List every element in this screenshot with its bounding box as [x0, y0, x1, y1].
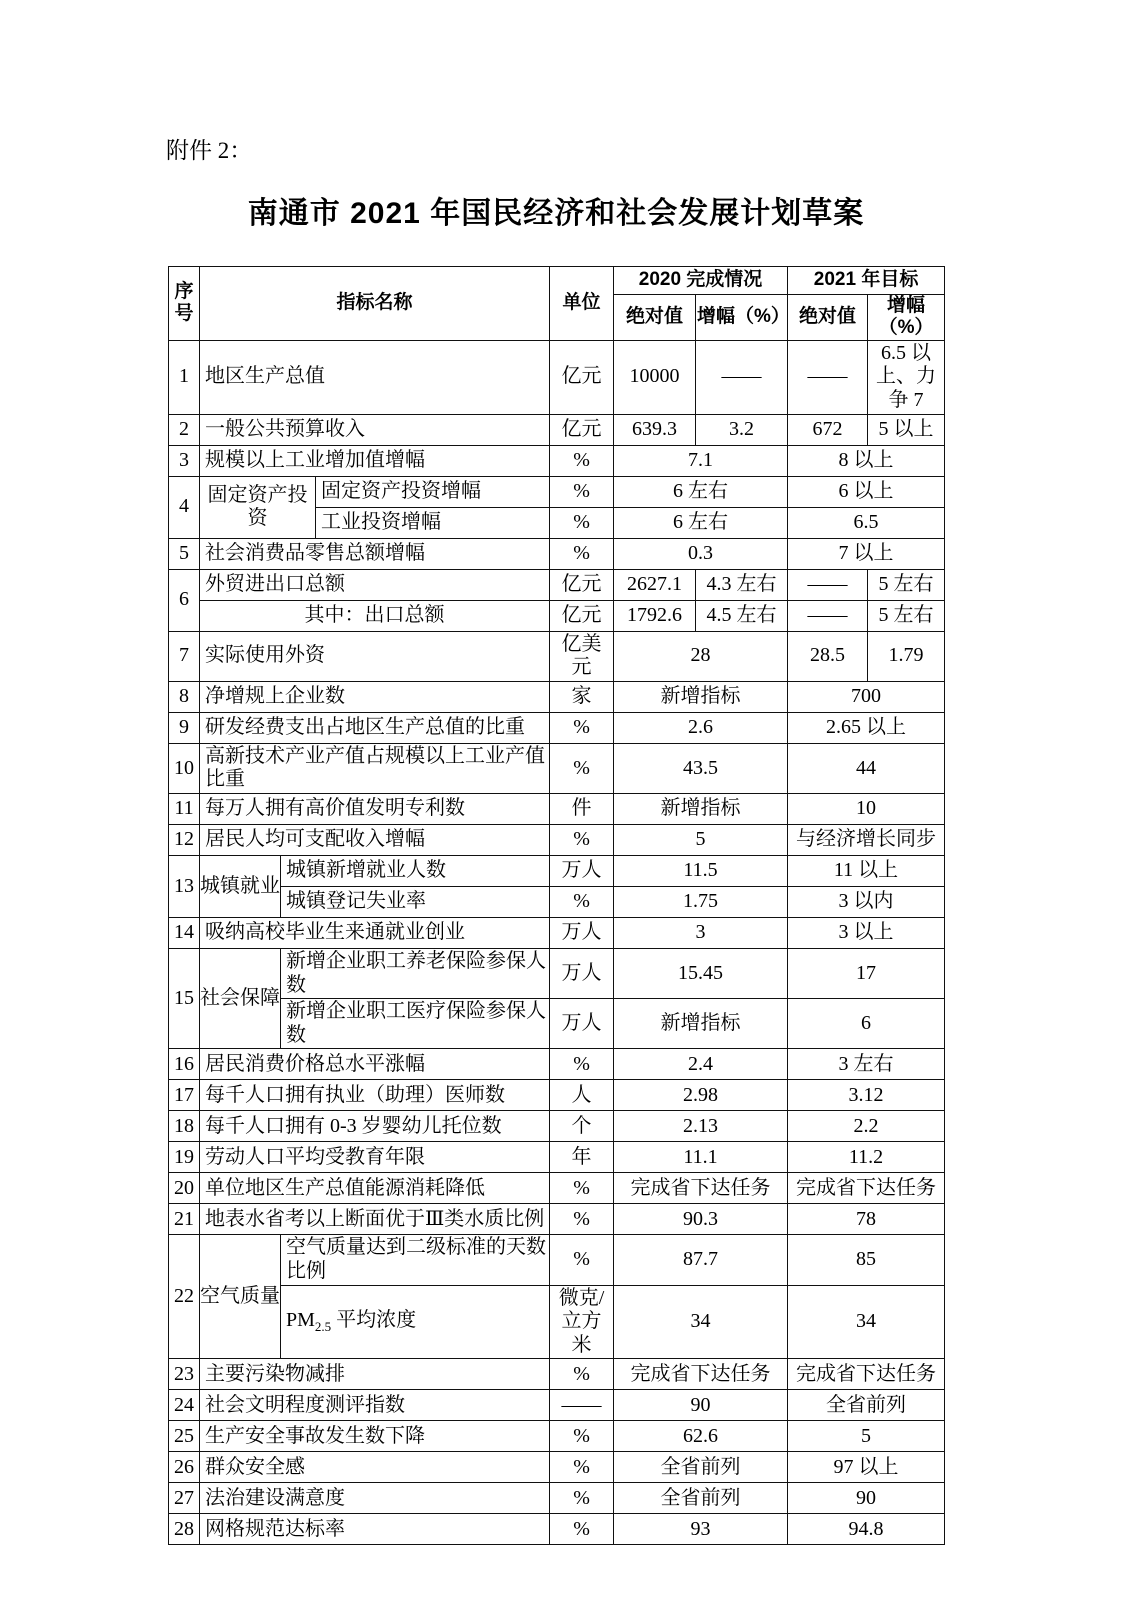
indicator-name: 劳动人口平均受教育年限 — [200, 1142, 550, 1173]
value-2020: 2.6 — [614, 712, 788, 743]
indicator-name: 净增规上企业数 — [200, 681, 550, 712]
table-row — [169, 1049, 945, 1080]
table-row — [169, 340, 945, 414]
indicator-name: 一般公共预算收入 — [200, 414, 550, 445]
table-row — [169, 855, 945, 886]
value-2020: 0.3 — [614, 538, 788, 569]
value-2020: 1.75 — [614, 886, 788, 917]
table-row — [169, 1111, 945, 1142]
table-row — [169, 1390, 945, 1421]
value-2021: 10 — [788, 793, 945, 824]
indicator-name: 地区生产总值 — [200, 340, 550, 414]
header-indicator-name: 指标名称 — [200, 267, 550, 341]
value-2021-growth: 5 以上 — [868, 414, 945, 445]
seq-cell: 1 — [169, 340, 200, 414]
value-2021: 85 — [788, 1235, 945, 1285]
unit-cell: % — [550, 1173, 614, 1204]
seq-cell: 22 — [169, 1235, 200, 1359]
table-row — [169, 569, 945, 600]
value-2021: 44 — [788, 743, 945, 793]
table-row — [169, 600, 945, 631]
unit-cell: 家 — [550, 681, 614, 712]
value-2020-growth: 4.5 左右 — [696, 600, 788, 631]
seq-cell: 9 — [169, 712, 200, 743]
table-row — [169, 1173, 945, 1204]
header-2020-growth: 增幅（%） — [696, 295, 788, 341]
table-row — [169, 476, 945, 507]
unit-cell: % — [550, 743, 614, 793]
seq-cell: 5 — [169, 538, 200, 569]
value-2020-abs: 1792.6 — [614, 600, 696, 631]
value-2020-abs: 10000 — [614, 340, 696, 414]
unit-cell: % — [550, 1452, 614, 1483]
indicator-name: 新增企业职工医疗保险参保人数 — [281, 999, 550, 1049]
table-row — [169, 681, 945, 712]
indicator-name: 每万人拥有高价值发明专利数 — [200, 793, 550, 824]
unit-cell: 亿美元 — [550, 631, 614, 681]
value-2021: 7 以上 — [788, 538, 945, 569]
table-row — [169, 743, 945, 793]
seq-cell: 15 — [169, 948, 200, 1048]
table-row — [169, 712, 945, 743]
indicators-tbody — [169, 340, 945, 1545]
value-2021-abs: —— — [788, 569, 868, 600]
seq-cell: 21 — [169, 1204, 200, 1235]
unit-cell: 万人 — [550, 948, 614, 998]
indicator-name: 实际使用外资 — [200, 631, 550, 681]
pm-prefix: PM — [286, 1309, 315, 1332]
header-2021-growth: 增幅（%） — [868, 295, 945, 341]
header-2020-group: 2020 完成情况 — [614, 267, 788, 295]
value-2021: 11 以上 — [788, 855, 945, 886]
header-row-1 — [169, 267, 945, 295]
seq-cell: 6 — [169, 569, 200, 631]
indicator-name: 生产安全事故发生数下降 — [200, 1421, 550, 1452]
table-row — [169, 793, 945, 824]
seq-cell: 26 — [169, 1452, 200, 1483]
unit-cell: 个 — [550, 1111, 614, 1142]
unit-cell: 万人 — [550, 999, 614, 1049]
unit-cell: % — [550, 824, 614, 855]
value-2020: 90.3 — [614, 1204, 788, 1235]
table-row — [169, 948, 945, 998]
value-2021: 11.2 — [788, 1142, 945, 1173]
value-2021: 97 以上 — [788, 1452, 945, 1483]
seq-cell: 28 — [169, 1514, 200, 1545]
seq-cell: 24 — [169, 1390, 200, 1421]
indicator-name: 每千人口拥有执业（助理）医师数 — [200, 1080, 550, 1111]
seq-cell: 23 — [169, 1359, 200, 1390]
value-2020: 28 — [614, 631, 788, 681]
indicator-name: 吸纳高校毕业生来通就业创业 — [200, 917, 550, 948]
value-2021-growth: 6.5 以上、力争 7 — [868, 340, 945, 414]
indicator-name: 空气质量达到二级标准的天数比例 — [281, 1235, 550, 1285]
indicator-name: 地表水省考以上断面优于Ⅲ类水质比例 — [200, 1204, 550, 1235]
table-row — [169, 824, 945, 855]
unit-cell: 亿元 — [550, 600, 614, 631]
unit-cell: % — [550, 1421, 614, 1452]
value-2021-abs: 672 — [788, 414, 868, 445]
seq-cell: 12 — [169, 824, 200, 855]
indicator-name: 每千人口拥有 0-3 岁婴幼儿托位数 — [200, 1111, 550, 1142]
indicator-name: 法治建设满意度 — [200, 1483, 550, 1514]
table-row — [169, 1204, 945, 1235]
unit-cell: % — [550, 538, 614, 569]
value-2021: 6 以上 — [788, 476, 945, 507]
unit-cell: 亿元 — [550, 414, 614, 445]
value-2021: 78 — [788, 1204, 945, 1235]
indicator-name: 工业投资增幅 — [316, 507, 550, 538]
unit-cell: % — [550, 886, 614, 917]
value-2020-growth: 4.3 左右 — [696, 569, 788, 600]
value-2020: 11.5 — [614, 855, 788, 886]
unit-cell: % — [550, 1514, 614, 1545]
value-2020: 87.7 — [614, 1235, 788, 1285]
table-header — [169, 267, 945, 341]
table-row — [169, 1483, 945, 1514]
unit-cell: 人 — [550, 1080, 614, 1111]
unit-cell: 微克/立方米 — [550, 1285, 614, 1359]
value-2020: 新增指标 — [614, 793, 788, 824]
group-label: 固定资产投资 — [200, 476, 316, 538]
indicator-name: 居民消费价格总水平涨幅 — [200, 1049, 550, 1080]
value-2020: 完成省下达任务 — [614, 1359, 788, 1390]
value-2020: 新增指标 — [614, 681, 788, 712]
seq-cell: 10 — [169, 743, 200, 793]
value-2020: 3 — [614, 917, 788, 948]
indicator-name: 规模以上工业增加值增幅 — [200, 445, 550, 476]
indicator-name: 网格规范达标率 — [200, 1514, 550, 1545]
value-2021: 90 — [788, 1483, 945, 1514]
value-2021: 17 — [788, 948, 945, 998]
value-2020: 2.13 — [614, 1111, 788, 1142]
indicator-name — [281, 1285, 550, 1359]
header-2020-abs: 绝对值 — [614, 295, 696, 341]
value-2021: 700 — [788, 681, 945, 712]
value-2020-growth: 3.2 — [696, 414, 788, 445]
table-row — [169, 1235, 945, 1285]
value-2020: 2.4 — [614, 1049, 788, 1080]
value-2021: 3.12 — [788, 1080, 945, 1111]
table-row — [169, 1514, 945, 1545]
value-2021-growth: 5 左右 — [868, 569, 945, 600]
table-row — [169, 886, 945, 917]
seq-cell: 13 — [169, 855, 200, 917]
value-2021-abs: —— — [788, 340, 868, 414]
seq-cell: 27 — [169, 1483, 200, 1514]
table-row — [169, 917, 945, 948]
group-label: 社会保障 — [200, 948, 281, 1048]
table-row — [169, 1359, 945, 1390]
header-2021-group: 2021 年目标 — [788, 267, 945, 295]
value-2020: 新增指标 — [614, 999, 788, 1049]
value-2021: 3 以内 — [788, 886, 945, 917]
indicator-name: 主要污染物减排 — [200, 1359, 550, 1390]
unit-cell: % — [550, 1204, 614, 1235]
unit-cell: % — [550, 476, 614, 507]
unit-cell: % — [550, 1049, 614, 1080]
indicator-name: 外贸进出口总额 — [200, 569, 550, 600]
table-row — [169, 999, 945, 1049]
unit-cell: 亿元 — [550, 340, 614, 414]
unit-cell: 亿元 — [550, 569, 614, 600]
value-2021: 完成省下达任务 — [788, 1359, 945, 1390]
group-label: 空气质量 — [200, 1235, 281, 1359]
value-2020: 6 左右 — [614, 507, 788, 538]
value-2021-abs: 28.5 — [788, 631, 868, 681]
seq-cell: 19 — [169, 1142, 200, 1173]
indicator-name: 居民人均可支配收入增幅 — [200, 824, 550, 855]
value-2020: 62.6 — [614, 1421, 788, 1452]
unit-cell: 年 — [550, 1142, 614, 1173]
indicator-name: 固定资产投资增幅 — [316, 476, 550, 507]
table-row — [169, 1142, 945, 1173]
indicator-name: 高新技术产业产值占规模以上工业产值比重 — [200, 743, 550, 793]
unit-cell: % — [550, 445, 614, 476]
value-2020: 全省前列 — [614, 1483, 788, 1514]
value-2021: 94.8 — [788, 1514, 945, 1545]
value-2021: 与经济增长同步 — [788, 824, 945, 855]
indicators-table — [168, 266, 945, 1545]
unit-cell: 件 — [550, 793, 614, 824]
indicator-name: 其中：出口总额 — [200, 600, 550, 631]
indicator-name: 城镇新增就业人数 — [281, 855, 550, 886]
table-row — [169, 445, 945, 476]
value-2021-abs: —— — [788, 600, 868, 631]
indicator-name: 群众安全感 — [200, 1452, 550, 1483]
unit-cell: —— — [550, 1390, 614, 1421]
value-2020: 全省前列 — [614, 1452, 788, 1483]
value-2021: 5 — [788, 1421, 945, 1452]
indicator-name: 社会消费品零售总额增幅 — [200, 538, 550, 569]
value-2021: 3 以上 — [788, 917, 945, 948]
value-2021: 34 — [788, 1285, 945, 1359]
unit-cell: % — [550, 1235, 614, 1285]
table-row — [169, 538, 945, 569]
value-2020: 7.1 — [614, 445, 788, 476]
value-2021: 8 以上 — [788, 445, 945, 476]
attachment-label: 附件 2： — [166, 138, 253, 163]
table-row — [169, 414, 945, 445]
unit-cell: % — [550, 712, 614, 743]
value-2021-growth: 1.79 — [868, 631, 945, 681]
unit-cell: 万人 — [550, 855, 614, 886]
unit-cell: 万人 — [550, 917, 614, 948]
value-2020: 完成省下达任务 — [614, 1173, 788, 1204]
indicator-name: 研发经费支出占地区生产总值的比重 — [200, 712, 550, 743]
seq-cell: 25 — [169, 1421, 200, 1452]
value-2021: 6 — [788, 999, 945, 1049]
value-2020: 6 左右 — [614, 476, 788, 507]
value-2021: 完成省下达任务 — [788, 1173, 945, 1204]
value-2020: 2.98 — [614, 1080, 788, 1111]
seq-cell: 2 — [169, 414, 200, 445]
value-2020-growth: —— — [696, 340, 788, 414]
value-2020: 15.45 — [614, 948, 788, 998]
header-unit: 单位 — [550, 267, 614, 341]
table-row — [169, 631, 945, 681]
indicator-name: 新增企业职工养老保险参保人数 — [281, 948, 550, 998]
seq-cell: 7 — [169, 631, 200, 681]
unit-cell: % — [550, 1359, 614, 1390]
value-2021: 3 左右 — [788, 1049, 945, 1080]
indicator-name: 单位地区生产总值能源消耗降低 — [200, 1173, 550, 1204]
value-2020-abs: 639.3 — [614, 414, 696, 445]
value-2020-abs: 2627.1 — [614, 569, 696, 600]
value-2020: 93 — [614, 1514, 788, 1545]
value-2021: 6.5 — [788, 507, 945, 538]
pm-suffix: 平均浓度 — [331, 1309, 417, 1332]
indicator-name: 城镇登记失业率 — [281, 886, 550, 917]
seq-cell: 18 — [169, 1111, 200, 1142]
pm-subscript: 2.5 — [314, 1319, 332, 1335]
seq-cell: 4 — [169, 476, 200, 538]
seq-cell: 17 — [169, 1080, 200, 1111]
value-2020: 43.5 — [614, 743, 788, 793]
value-2021: 全省前列 — [788, 1390, 945, 1421]
seq-cell: 20 — [169, 1173, 200, 1204]
seq-cell: 8 — [169, 681, 200, 712]
page-title: 南通市 2021 年国民经济和社会发展计划草案 — [247, 197, 865, 230]
unit-cell: % — [550, 1483, 614, 1514]
group-label: 城镇就业 — [200, 855, 281, 917]
seq-cell: 3 — [169, 445, 200, 476]
value-2021: 2.2 — [788, 1111, 945, 1142]
value-2020: 90 — [614, 1390, 788, 1421]
table-row — [169, 1080, 945, 1111]
unit-cell: % — [550, 507, 614, 538]
indicator-name: 社会文明程度测评指数 — [200, 1390, 550, 1421]
value-2020: 11.1 — [614, 1142, 788, 1173]
table-row — [169, 1421, 945, 1452]
value-2020: 34 — [614, 1285, 788, 1359]
table-row — [169, 1285, 945, 1359]
seq-cell: 14 — [169, 917, 200, 948]
header-seq: 序号 — [169, 267, 200, 341]
value-2021: 2.65 以上 — [788, 712, 945, 743]
value-2021-growth: 5 左右 — [868, 600, 945, 631]
table-row — [169, 1452, 945, 1483]
value-2020: 5 — [614, 824, 788, 855]
seq-cell: 16 — [169, 1049, 200, 1080]
seq-cell: 11 — [169, 793, 200, 824]
header-2021-abs: 绝对值 — [788, 295, 868, 341]
